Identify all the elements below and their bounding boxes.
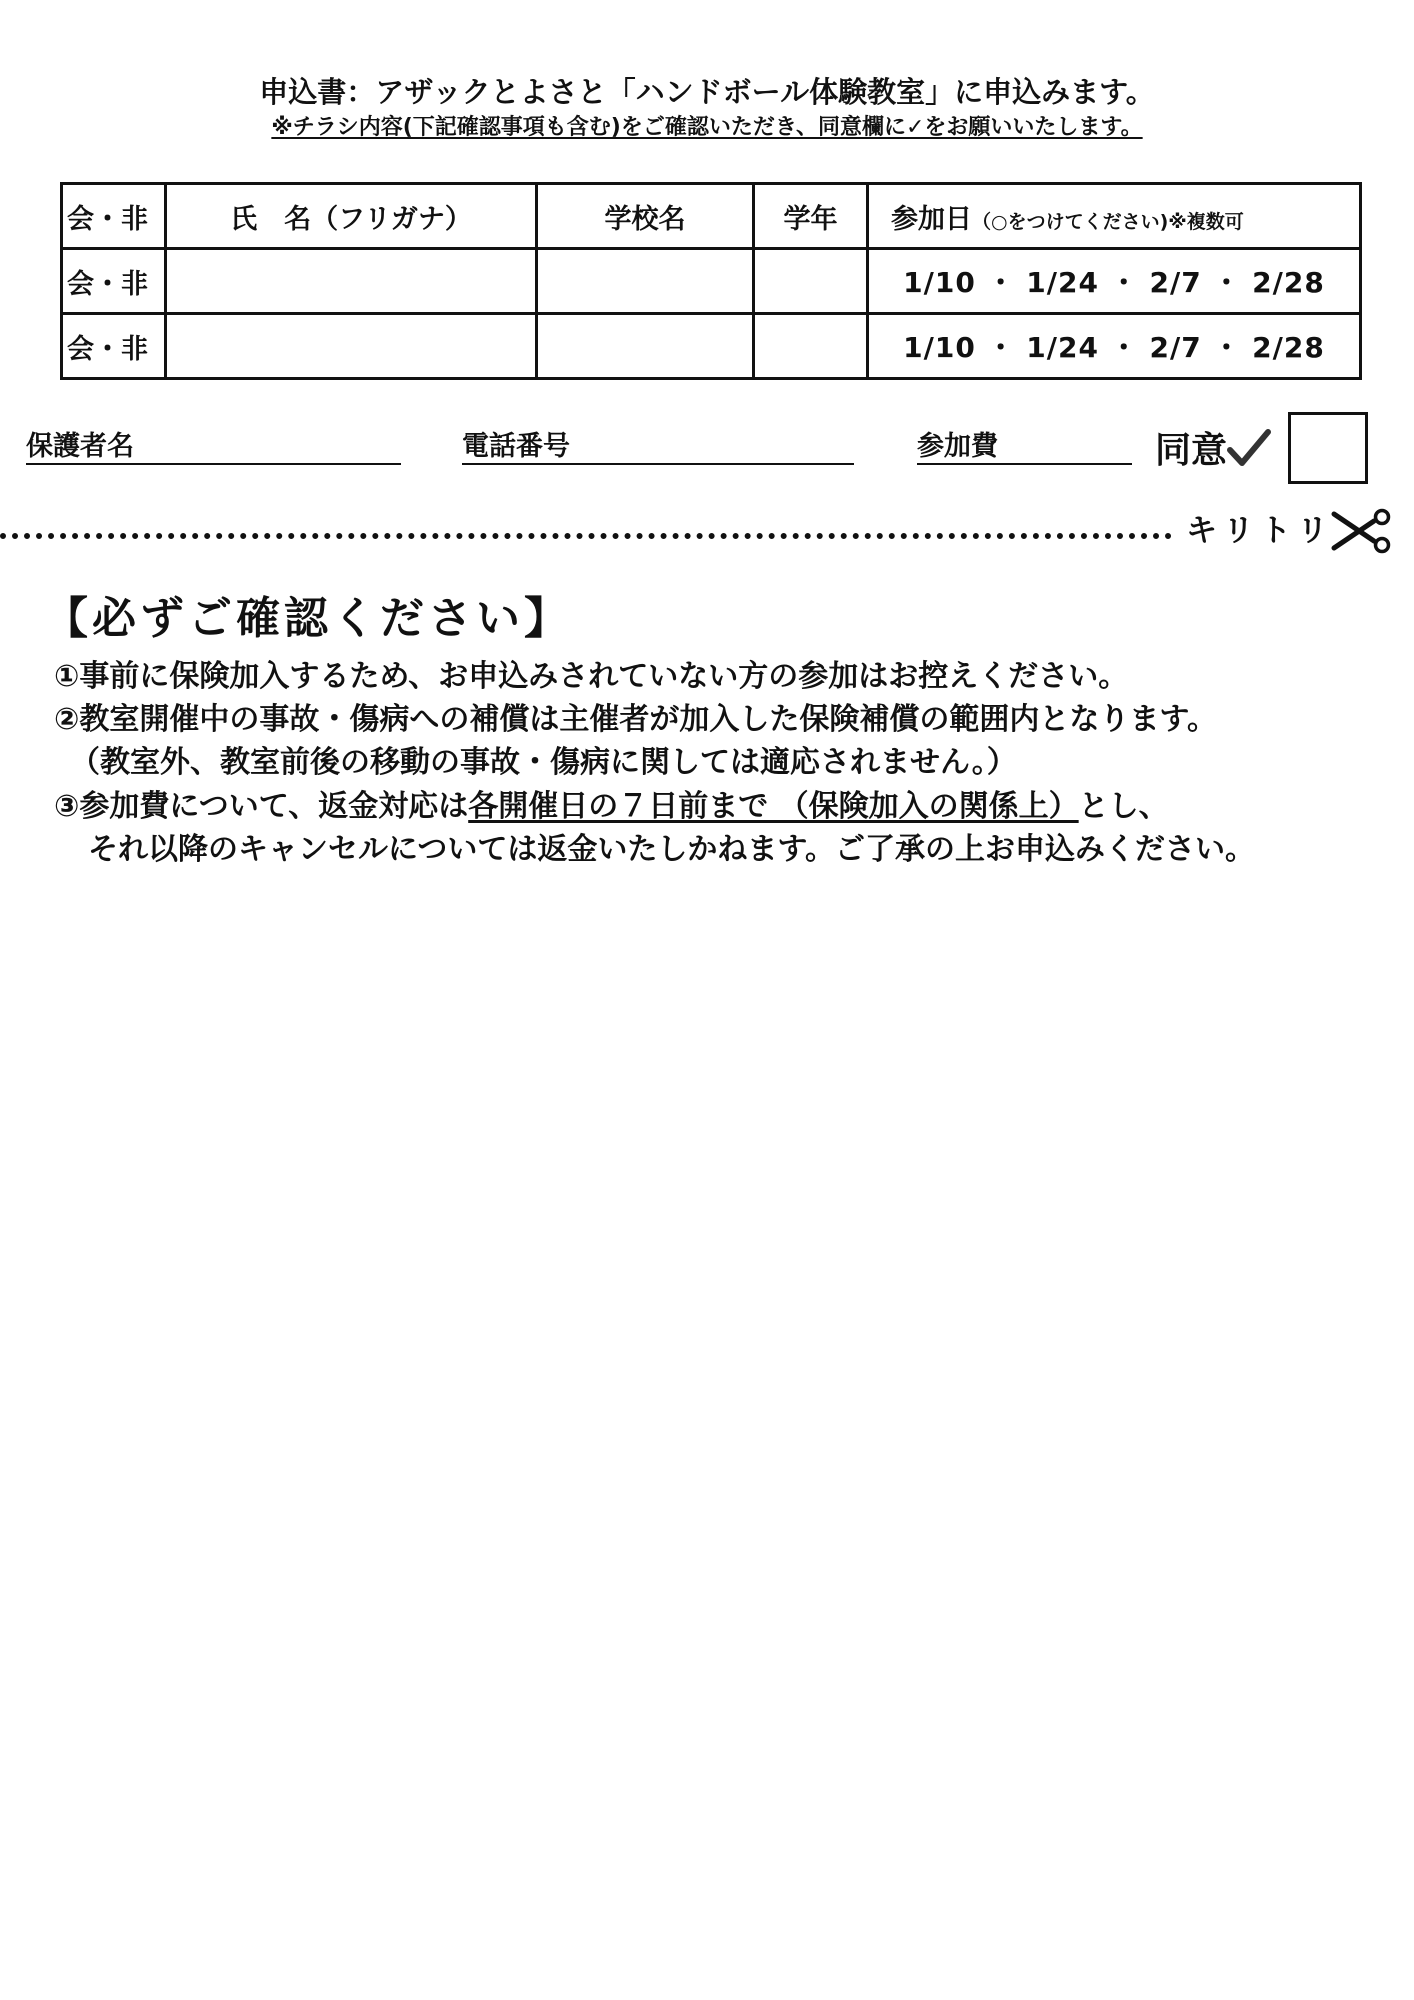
notice-item-3-cont: それ以降のキャンセルについては返金いたしかねます。ご了承の上お申込みください。 [88,832,1255,867]
table-row [62,314,1361,379]
guardian-label: 保護者名 [26,431,134,462]
application-table [60,182,1362,380]
notice-item-3-post: とし、 [1078,789,1169,824]
row2-name-field[interactable] [166,314,537,379]
row1-grade-field[interactable] [754,249,868,314]
agree-checkbox[interactable] [1288,412,1368,484]
row1-member[interactable]: 会・非 [62,249,166,314]
header-date-label: 参加日 [891,203,972,235]
guardian-field[interactable] [26,463,401,465]
row2-dates[interactable]: 1/10 ・ 1/24 ・ 2/7 ・ 2/28 [868,314,1361,379]
agree-text: 同意 [1155,430,1228,471]
notice-item-3 [54,788,1169,826]
header-dates [868,184,1361,249]
header-grade: 学年 [754,184,868,249]
form-subtitle-text: ※チラシ内容(下記確認事項も含む)をご確認いただき、同意欄に✓をお願いいたします。 [271,115,1143,140]
form-subtitle [0,114,1414,142]
cut-line [0,533,1172,539]
notice-item-3-pre: ③参加費について、返金対応は [54,789,469,824]
form-title: 申込書：アザックとよさと「ハンドボール体験教室」に申込みます。 [259,75,1155,109]
scissors-icon [1330,508,1392,554]
phone-field[interactable] [462,463,854,465]
row2-grade-field[interactable] [754,314,868,379]
cut-label: キリトリ [1186,513,1334,549]
fee-field[interactable] [917,463,1132,465]
row1-name-field[interactable] [166,249,537,314]
notice-item-2-note: （教室外、教室前後の移動の事故・傷病に関しては適応されません。） [70,745,1017,780]
notice-item-2: ②教室開催中の事故・傷病への補償は主催者が加入した保険補償の範囲内となります。 [54,702,1217,737]
header-name: 氏 名（フリガナ） [166,184,537,249]
agree-label [1155,428,1271,473]
row1-school-field[interactable] [537,249,754,314]
table-row [62,249,1361,314]
fee-label: 参加費 [917,431,998,462]
notice-item-1: ①事前に保険加入するため、お申込みされていない方の参加はお控えください。 [54,659,1129,694]
row2-member[interactable]: 会・非 [62,314,166,379]
header-school: 学校名 [537,184,754,249]
check-icon [1227,428,1271,468]
refund-deadline: 各開催日の７日前まで （保険加入の関係上） [468,789,1079,824]
table-header-row [62,184,1361,249]
phone-label: 電話番号 [462,431,570,462]
header-member: 会・非 [62,184,166,249]
row1-dates[interactable]: 1/10 ・ 1/24 ・ 2/7 ・ 2/28 [868,249,1361,314]
header-date-note: （○をつけてください)※複数可 [972,210,1244,233]
notice-heading: 【必ずご確認ください】 [44,593,572,644]
row2-school-field[interactable] [537,314,754,379]
